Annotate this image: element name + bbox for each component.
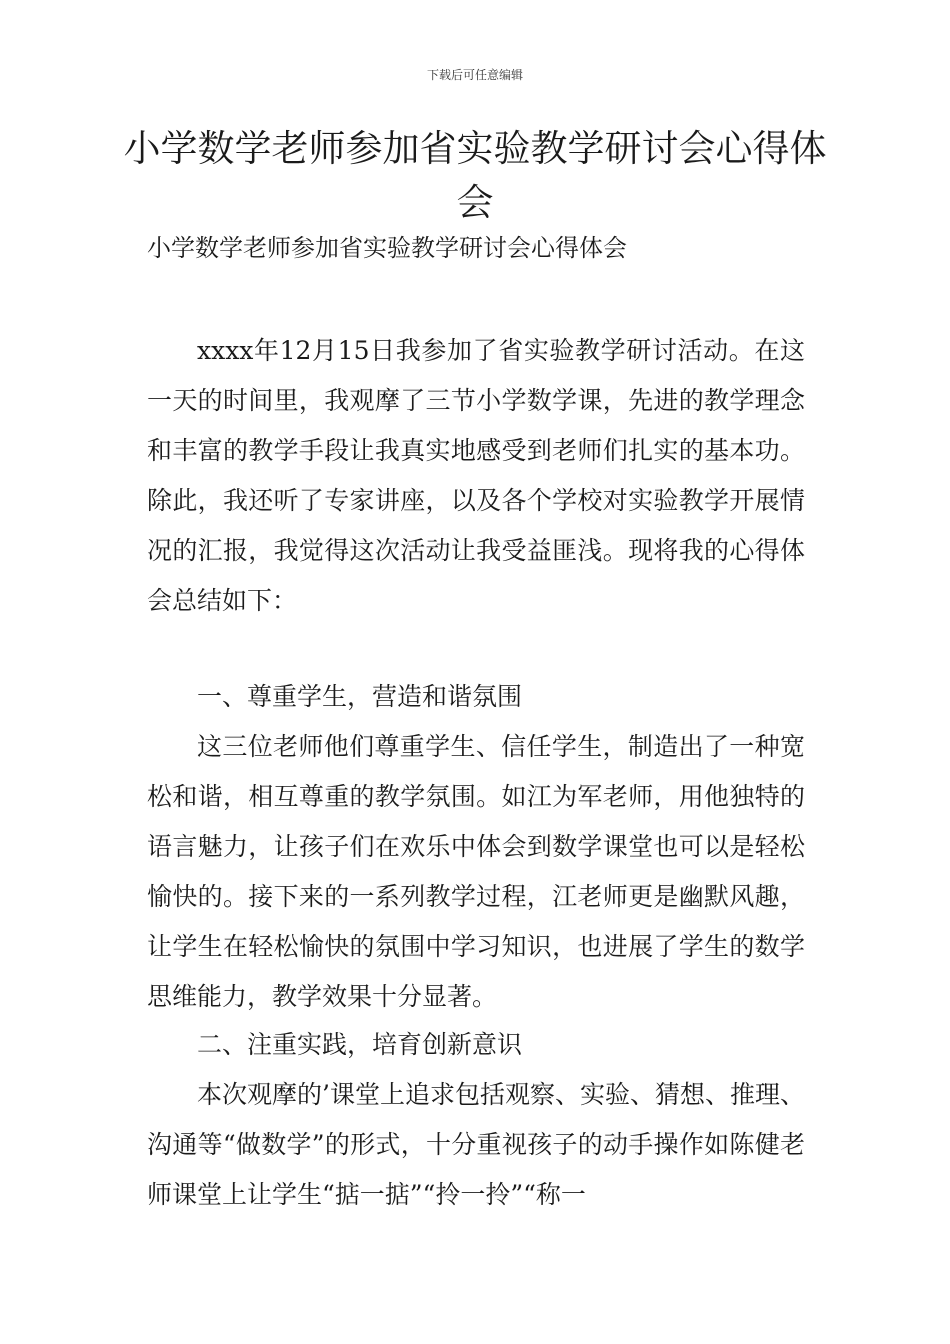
header-note: 下载后可任意编辑 <box>426 68 523 82</box>
section-heading-1: 一、尊重学生，营造和谐氛围 <box>197 682 523 711</box>
section-paragraph-2: 本次观摩的’课堂上追求包括观察、实验、猜想、推理、沟通等“做数学”的形式，十分重视孩子的动手操作如陈健老师课堂上让学生“掂一掂”“拎一拎”“称一 <box>147 1080 805 1209</box>
section-paragraph-1: 这三位老师他们尊重学生、信任学生，制造出了一种宽松和谐，相互尊重的教学氛围。如江为军老师，用他独特的语言魅力，让孩子们在欢乐中体会到数学课堂也可以是轻松愉快的。接下来的一系列教学过程，江老师更是幽默风趣，让学生在轻松愉快的氛围中学习知识，也进展了学生的数学思维能力，教学效果十分显著。 <box>147 732 805 1011</box>
section-heading-2: 二、注重实践，培育创新意识 <box>197 1030 523 1059</box>
document-subtitle: 小学数学老师参加省实验教学研讨会心得体会 <box>147 234 627 262</box>
document-title: 小学数学老师参加省实验教学研讨会心得体会 <box>123 127 827 224</box>
intro-paragraph: xxxx年12月15日我参加了省实验教学研讨活动。在这一天的时间里，我观摩了三节小学数学课，先进的教学理念和丰富的教学手段让我真实地感受到老师们扎实的基本功。除此，我还听了专家讲座，以及各个学校对实验教学开展情况的汇报，我觉得这次活动让我受益匪浅。现将我的心得体会总结如下： <box>147 336 805 615</box>
